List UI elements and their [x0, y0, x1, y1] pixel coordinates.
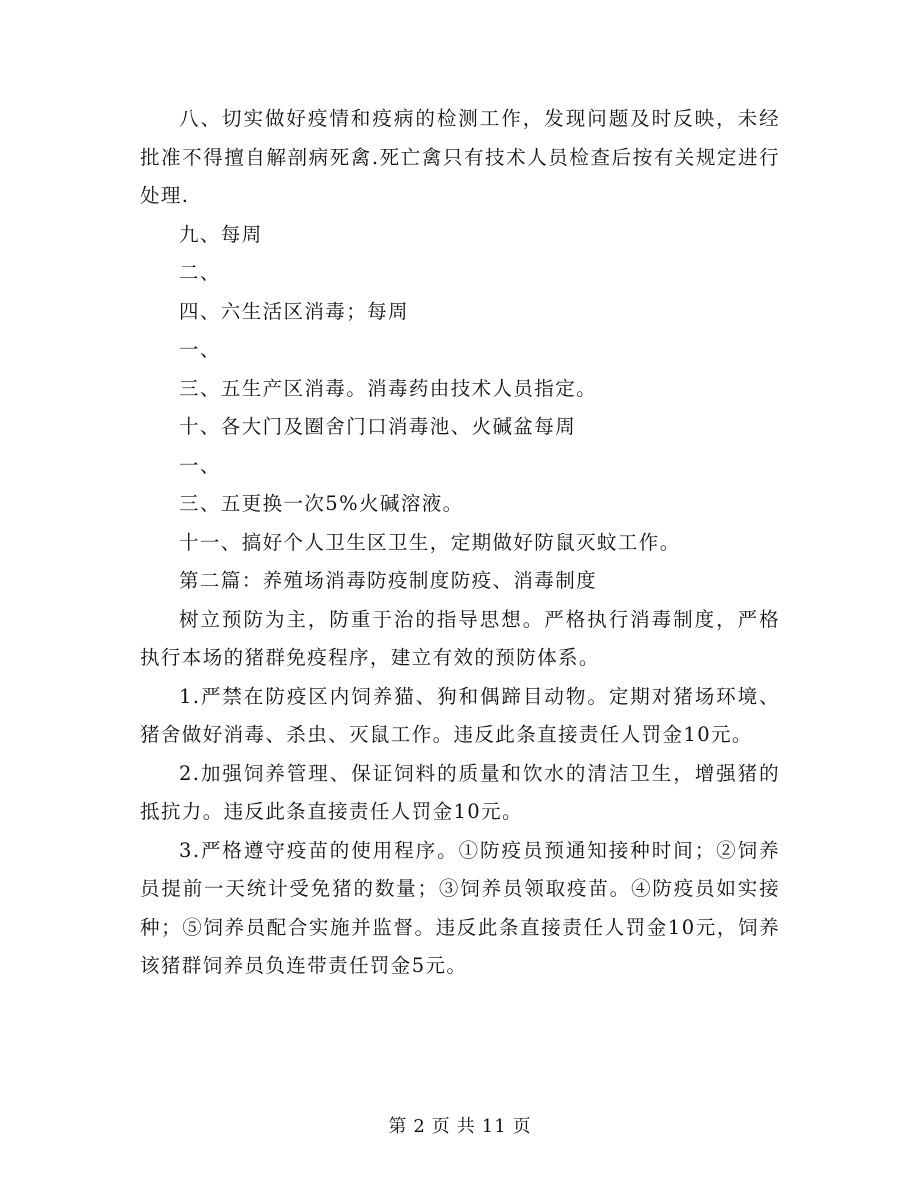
paragraph-guiding-principle: 树立预防为主，防重于治的指导思想。严格执行消毒制度，严格执行本场的猪群免疫程序，建立有效的预防体系。 [140, 607, 780, 669]
footer-page-label: 第 [388, 1116, 408, 1137]
paragraph-rule-3: 3.严格遵守疫苗的使用程序。①防疫员预通知接种时间；②饲养员提前一天统计受免猪的数量；③饲养员领取疫苗。④防疫员如实接种；⑤饲养员配合实施并监督。违反此条直接责任人罚金10元，饲养该猪群饲养员负连带责任罚金5元。 [140, 838, 780, 977]
paragraph-fragment: 一、 [179, 453, 221, 477]
paragraph-item-10: 十、各大门及圈舍门口消毒池、火碱盆每周 [179, 415, 577, 438]
paragraph-item-11: 十一、搞好个人卫生区卫生，定期做好防鼠灭蚊工作。 [179, 530, 681, 554]
paragraph-item-8: 八、切实做好疫情和疫病的检测工作，发现问题及时反映，未经批准不得擅自解剖病死禽.死亡禽只有技术人员检查后按有关规定进行处理. [140, 107, 780, 207]
footer-current-page: 2 [413, 1116, 426, 1137]
paragraph-living-area-disinfection: 四、六生活区消毒；每周 [179, 299, 409, 323]
footer-total-pages: 11 [481, 1116, 507, 1137]
document-body [140, 100, 780, 986]
paragraph-fragment: 二、 [179, 261, 221, 284]
page-footer [0, 1112, 920, 1138]
paragraph-production-area-disinfection: 三、五生产区消毒。消毒药由技术人员指定。 [179, 376, 598, 400]
paragraph-item-9: 九、每周 [179, 222, 263, 246]
footer-total-label: 共 [456, 1116, 476, 1137]
section-heading: 第二篇：养殖场消毒防疫制度防疫、消毒制度 [179, 569, 598, 592]
footer-total-unit: 页 [512, 1116, 532, 1137]
footer-page-unit: 页 [431, 1116, 451, 1137]
paragraph-rule-2: 2.加强饲养管理、保证饲料的质量和饮水的清洁卫生，增强猪的抵抗力。违反此条直接责任人罚金10元。 [140, 761, 780, 823]
paragraph-lye-replacement: 三、五更换一次5%火碱溶液。 [179, 492, 464, 515]
paragraph-rule-1: 1.严禁在防疫区内饲养猫、狗和偶蹄目动物。定期对猪场环境、猪舍做好消毒、杀虫、灭鼠工作。违反此条直接责任人罚金10元。 [140, 684, 780, 746]
paragraph-fragment: 一、 [179, 338, 221, 361]
